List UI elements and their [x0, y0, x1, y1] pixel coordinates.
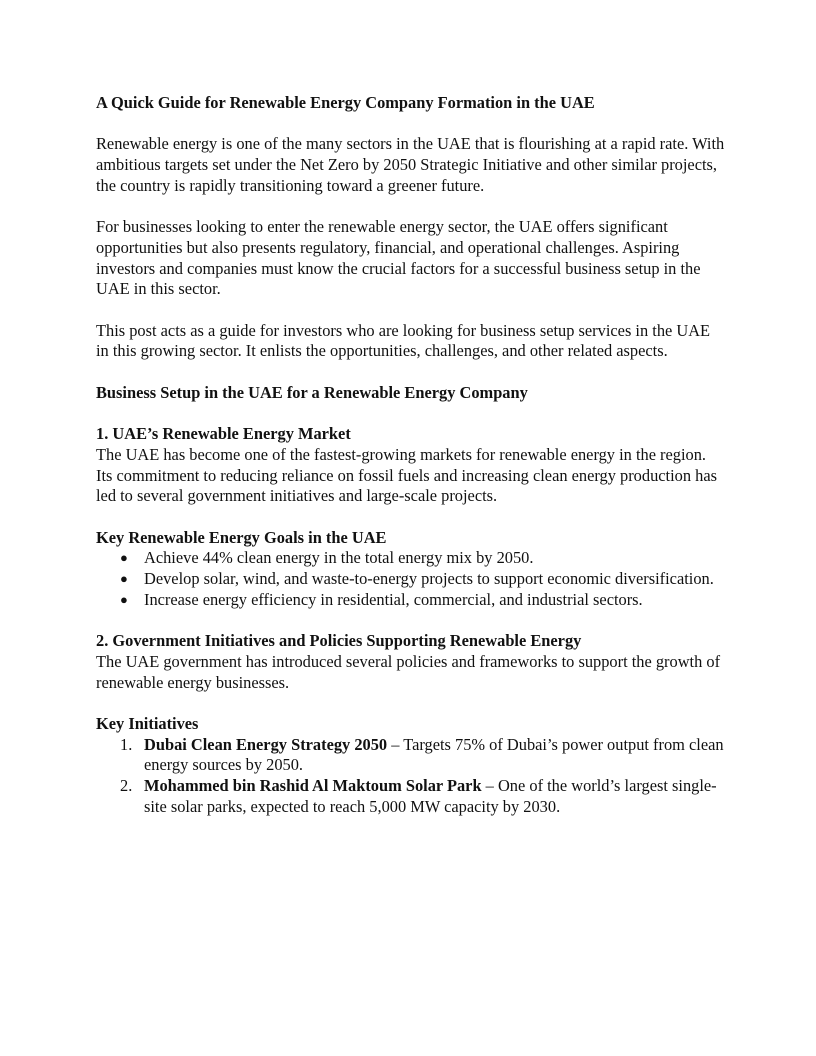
goal-text: Achieve 44% clean energy in the total energy mix by 2050. [144, 548, 534, 568]
intro-paragraph-1: Renewable energy is one of the many sectors in the UAE that is flourishing at a rapid rate. With ambitious targets set under the Net Zero by 2050 Strategic Initiative and other similar projects, the country is rapidly transitioning toward a greener future. [96, 134, 725, 195]
list-number: 1. [120, 734, 133, 754]
goals-heading: Key Renewable Energy Goals in the UAE [96, 527, 387, 547]
section2-body: The UAE government has introduced several policies and frameworks to support the growth of renewable energy businesses. [96, 651, 721, 692]
initiative-description: – Targets 75% of Dubai’s power output from clean energy sources by 2050. [144, 734, 724, 775]
intro-paragraph-3: This post acts as a guide for investors who are looking for business setup services in the UAE in this growing sector. It enlists the opportunities, challenges, and other related aspects. [96, 320, 711, 361]
section2-heading: 2. Government Initiatives and Policies Supporting Renewable Energy [96, 631, 582, 651]
goal-text: Develop solar, wind, and waste-to-energy projects to support economic diversification. [144, 569, 714, 589]
bullet-icon: ● [120, 591, 128, 607]
initiative-name: Mohammed bin Rashid Al Maktoum Solar Park [144, 776, 482, 796]
document-page [96, 93, 726, 817]
list-item [96, 548, 726, 569]
bullet-icon: ● [120, 550, 128, 566]
document-title: A Quick Guide for Renewable Energy Company Formation in the UAE [96, 93, 595, 112]
section-heading: Business Setup in the UAE for a Renewable Energy Company [96, 382, 528, 402]
intro-paragraph-2: For businesses looking to enter the renewable energy sector, the UAE offers significant opportunities but also presents regulatory, financial, and operational challenges. Aspiring investors and companies must know the crucial factors for a successful business setup in the UAE in this sector. [96, 217, 701, 299]
bullet-icon: ● [120, 571, 128, 587]
goals-list [96, 548, 726, 610]
list-item [96, 776, 726, 817]
section1-body: The UAE has become one of the fastest-growing markets for renewable energy in the region. Its commitment to reducing reliance on fossil fuels and increasing clean energy production has led to several government initiatives and large-scale projects. [96, 444, 717, 506]
initiatives-heading: Key Initiatives [96, 713, 199, 733]
list-item [96, 735, 726, 776]
goal-text: Increase energy efficiency in residential, commercial, and industrial sectors. [144, 589, 643, 609]
initiative-description: – One of the world’s largest single-site solar parks, expected to reach 5,000 MW capacity by 2030. [144, 776, 717, 816]
list-item [96, 569, 726, 590]
list-item [96, 590, 726, 611]
section1-heading: 1. UAE’s Renewable Energy Market [96, 424, 351, 444]
initiative-name: Dubai Clean Energy Strategy 2050 [144, 734, 388, 754]
list-number: 2. [120, 776, 133, 796]
initiatives-list [96, 735, 726, 818]
